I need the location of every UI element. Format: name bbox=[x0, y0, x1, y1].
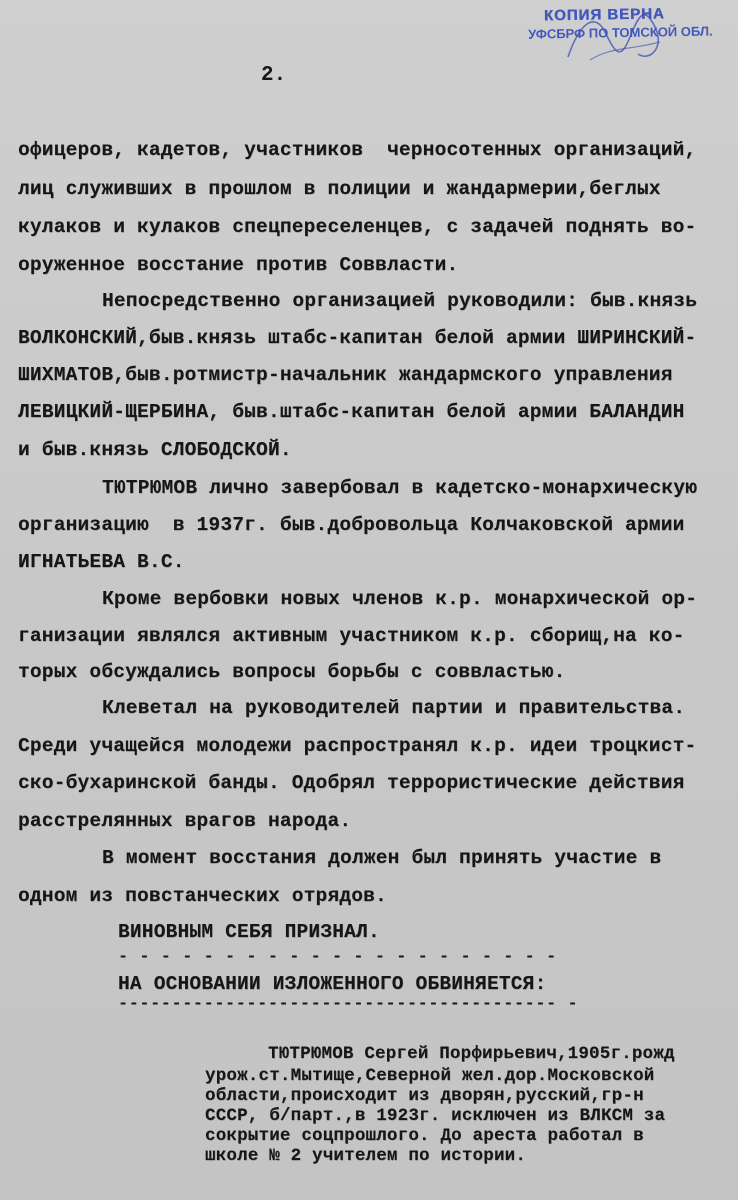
dash-rule: - - - - - - - - - - - - - - - - - - - - - bbox=[118, 948, 557, 967]
body-line: В момент восстания должен был принять участие в bbox=[102, 847, 662, 869]
body-line: кулаков и кулаков спецпереселенцев, с задачей поднять во- bbox=[18, 216, 697, 238]
stamp-line-1: КОПИЯ ВЕРНА bbox=[543, 5, 665, 25]
body-line: ЛЕВИЦКИЙ-ЩЕРБИНА, быв.штабс-капитан белой армии БАЛАНДИН bbox=[18, 401, 685, 423]
body-line: оруженное восстание против Соввласти. bbox=[18, 254, 459, 276]
accused-line: ТЮТРЮМОВ Сергей Порфирьевич,1905г.рожд bbox=[268, 1044, 675, 1064]
body-line: ТЮТРЮМОВ лично завербовал в кадетско-монархическую bbox=[102, 477, 698, 499]
body-line: одном из повстанческих отрядов. bbox=[18, 885, 387, 907]
charge-heading: НА ОСНОВАНИИ ИЗЛОЖЕННОГО ОБВИНЯЕТСЯ: bbox=[118, 973, 547, 995]
body-line: ВОЛКОНСКИЙ,быв.князь штабс-капитан белой армии ШИРИНСКИЙ- bbox=[18, 327, 697, 349]
body-line: ганизации являлся активным участником к.р. сборищ,на ко- bbox=[18, 625, 685, 647]
signature-icon bbox=[560, 2, 670, 72]
dash-rule: ----------------------------------------- - bbox=[118, 995, 579, 1014]
accused-line: сокрытие соцпрошлого. До ареста работал в bbox=[205, 1126, 644, 1146]
stamp-line-2: УФСБРФ ПО ТОМСКОЙ ОБЛ. bbox=[528, 23, 713, 42]
body-line: организацию в 1937г. быв.добровольца Колчаковской армии bbox=[18, 514, 685, 536]
accused-line: СССР, б/парт.,в 1923г. исключен из ВЛКСМ за bbox=[205, 1106, 666, 1126]
accused-line: области,происходит из дворян,русский,гр-н bbox=[205, 1086, 644, 1106]
accused-line: урож.ст.Мытище,Северной жел.дор.Московской bbox=[205, 1066, 655, 1086]
guilty-plea: ВИНОВНЫМ СЕБЯ ПРИЗНАЛ. bbox=[118, 921, 380, 943]
body-line: торых обсуждались вопросы борьбы с соввластью. bbox=[18, 661, 566, 683]
accused-line: школе № 2 учителем по истории. bbox=[205, 1146, 527, 1166]
body-line: расстрелянных врагов народа. bbox=[18, 810, 352, 832]
body-line: ИГНАТЬЕВА В.С. bbox=[18, 551, 185, 573]
body-line: Среди учащейся молодежи распространял к.р. идеи троцкист- bbox=[18, 735, 697, 757]
body-line: Непосредственно организацией руководили: быв.князь bbox=[102, 290, 698, 312]
body-line: и быв.князь СЛОБОДСКОЙ. bbox=[18, 439, 292, 461]
body-line: ШИХМАТОВ,быв.ротмистр-начальник жандармского управления bbox=[18, 364, 673, 386]
body-line: Кроме вербовки новых членов к.р. монархической ор- bbox=[102, 588, 698, 610]
page-number: 2. bbox=[261, 64, 287, 87]
body-line: ско-бухаринской банды. Одобрял террористические действия bbox=[18, 772, 685, 794]
body-line: лиц служивших в прошлом в полиции и жандармерии,беглых bbox=[18, 178, 661, 200]
body-line: офицеров, кадетов, участников черносотенных организаций, bbox=[18, 139, 697, 161]
body-line: Клеветал на руководителей партии и правительства. bbox=[102, 697, 686, 719]
